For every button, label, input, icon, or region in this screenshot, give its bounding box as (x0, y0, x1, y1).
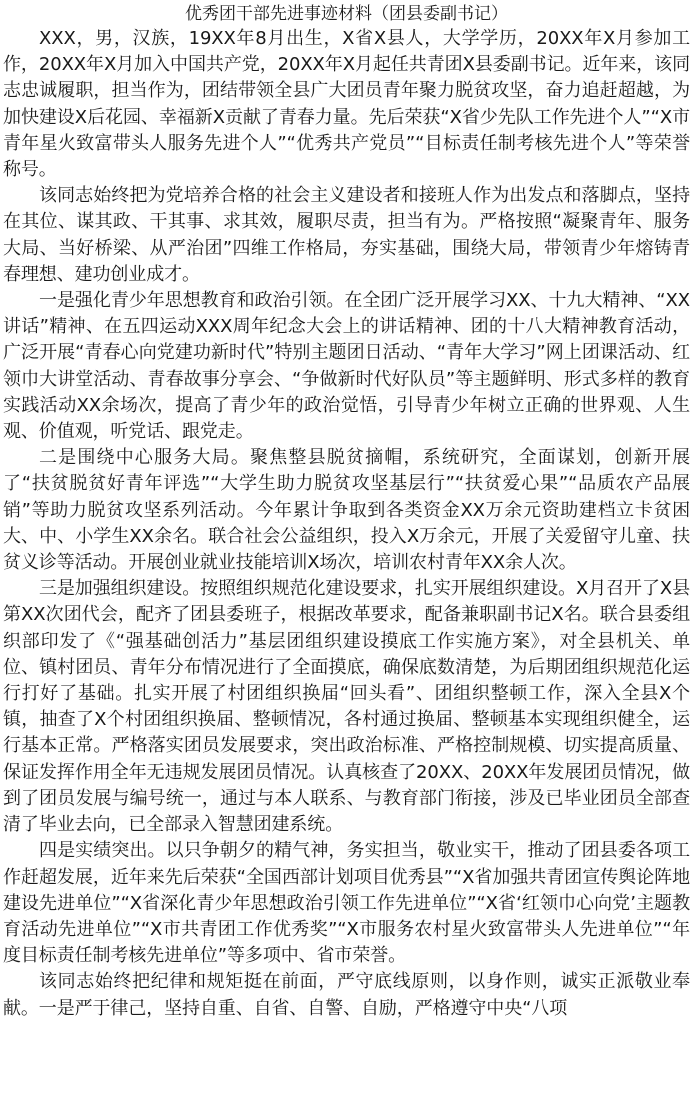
paragraph-profile: XXX，男，汉族，19XX年8月出生，X省X县人，大学学历，20XX年X月参加工作，20XX年X月加入中国共产党，20XX年X月起任共青团X县委副书记。近年来，该同志忠诚履职，担当作为，团结带领全县广大团员青年聚力脱贫攻坚，奋力追赶超越，为加快建设X后花园、幸福新X贡献了青春力量。先后荣获“X省少先队工作先进个人”“X市青年星火致富带头人服务先进个人”“优秀共产党员”“目标责任制考核先进个人”等荣誉称号。 (3, 28, 690, 181)
paragraph-ideological-education: 一是强化青少年思想教育和政治引领。在全团广泛开展学习XX、十九大精神、“XX讲话”精神、在五四运动XXX周年纪念大会上的讲话精神、团的十八大精神教育活动，广泛开展“青春心向党建功新时代”特别主题团日活动、“青年大学习”网上团课活动、红领巾大讲堂活动、青春故事分享会、“争做新时代好队员”等主题鲜明、形式多样的教育实践活动XX余场次，提高了青少年的政治觉悟，引导青少年树立正确的世界观、人生观、价值观，听党话、跟党走。 (3, 290, 690, 443)
paragraph-overview: 该同志始终把为党培养合格的社会主义建设者和接班人作为出发点和落脚点，坚持在其位、谋其政、干其事、求其效，履职尽责，担当有为。严格按照“凝聚青年、服务大局、当好桥梁、从严治团”四维工作格局，夯实基础，围绕大局，带领青少年熔铸青春理想、建功创业成才。 (3, 185, 690, 285)
paragraph-organization-building: 三是加强组织建设。按照组织规范化建设要求，扎实开展组织建设。X月召开了X县第XX次团代会，配齐了团县委班子，根据改革要求，配备兼职副书记X名。联合县委组织部印发了《“强基础创活力”基层团组织建设摸底工作实施方案》，对全县机关、单位、镇村团员、青年分布情况进行了全面摸底，确保底数清楚，为后期团组织规范化运行打好了基础。扎实开展了村团组织换届“回头看”、团组织整顿工作，深入全县X个镇，抽查了X个村团组织换届、整顿情况，各村通过换届、整顿基本实现组织健全，运行基本正常。严格落实团员发展要求，突出政治标准、严格控制规模、切实提高质量、保证发挥作用全年无违规发展团员情况。认真核查了20XX、20XX年发展团员情况，做到了团员发展与编号统一，通过与本人联系、与教育部门衔接，涉及已毕业团员全部查清了毕业去向，已全部录入智慧团建系统。 (3, 578, 690, 836)
paragraph-discipline: 该同志始终把纪律和规矩挺在前面，严守底线原则，以身作则，诚实正派敬业奉献。一是严于律己，坚持自重、自省、自警、自励，严格遵守中央“八项 (3, 971, 690, 1019)
document-title: 优秀团干部先进事迹材料（团县委副书记） (185, 4, 508, 24)
paragraph-achievements: 四是实绩突出。以只争朝夕的精气神，务实担当，敬业实干，推动了团县委各项工作赶超发展，近年来先后荣获“全国西部计划项目优秀县”“X省加强共青团宣传舆论阵地建设先进单位”“X省深化青少年思想政治引领工作先进单位”“X省‘红领巾心向党’主题教育活动先进单位”“X市共青团工作优秀奖”“X市服务农村星火致富带头人先进单位”“年度目标责任制考核先进单位”等多项中、省市荣誉。 (3, 840, 690, 967)
paragraph-serve-center: 二是围绕中心服务大局。聚焦整县脱贫摘帽，系统研究，全面谋划，创新开展了“扶贫脱贫好青年评选”“大学生助力脱贫攻坚基层行”“扶贫爱心果”“品质农产品展销”等助力脱贫攻坚系列活动。今年累计争取到各类资金XX万余元资助建档立卡贫困大、中、小学生XX余名。联合社会公益组织，投入X万余元，开展了关爱留守儿童、扶贫义诊等活动。开展创业就业技能培训X场次，培训农村青年XX余人次。 (3, 447, 690, 574)
